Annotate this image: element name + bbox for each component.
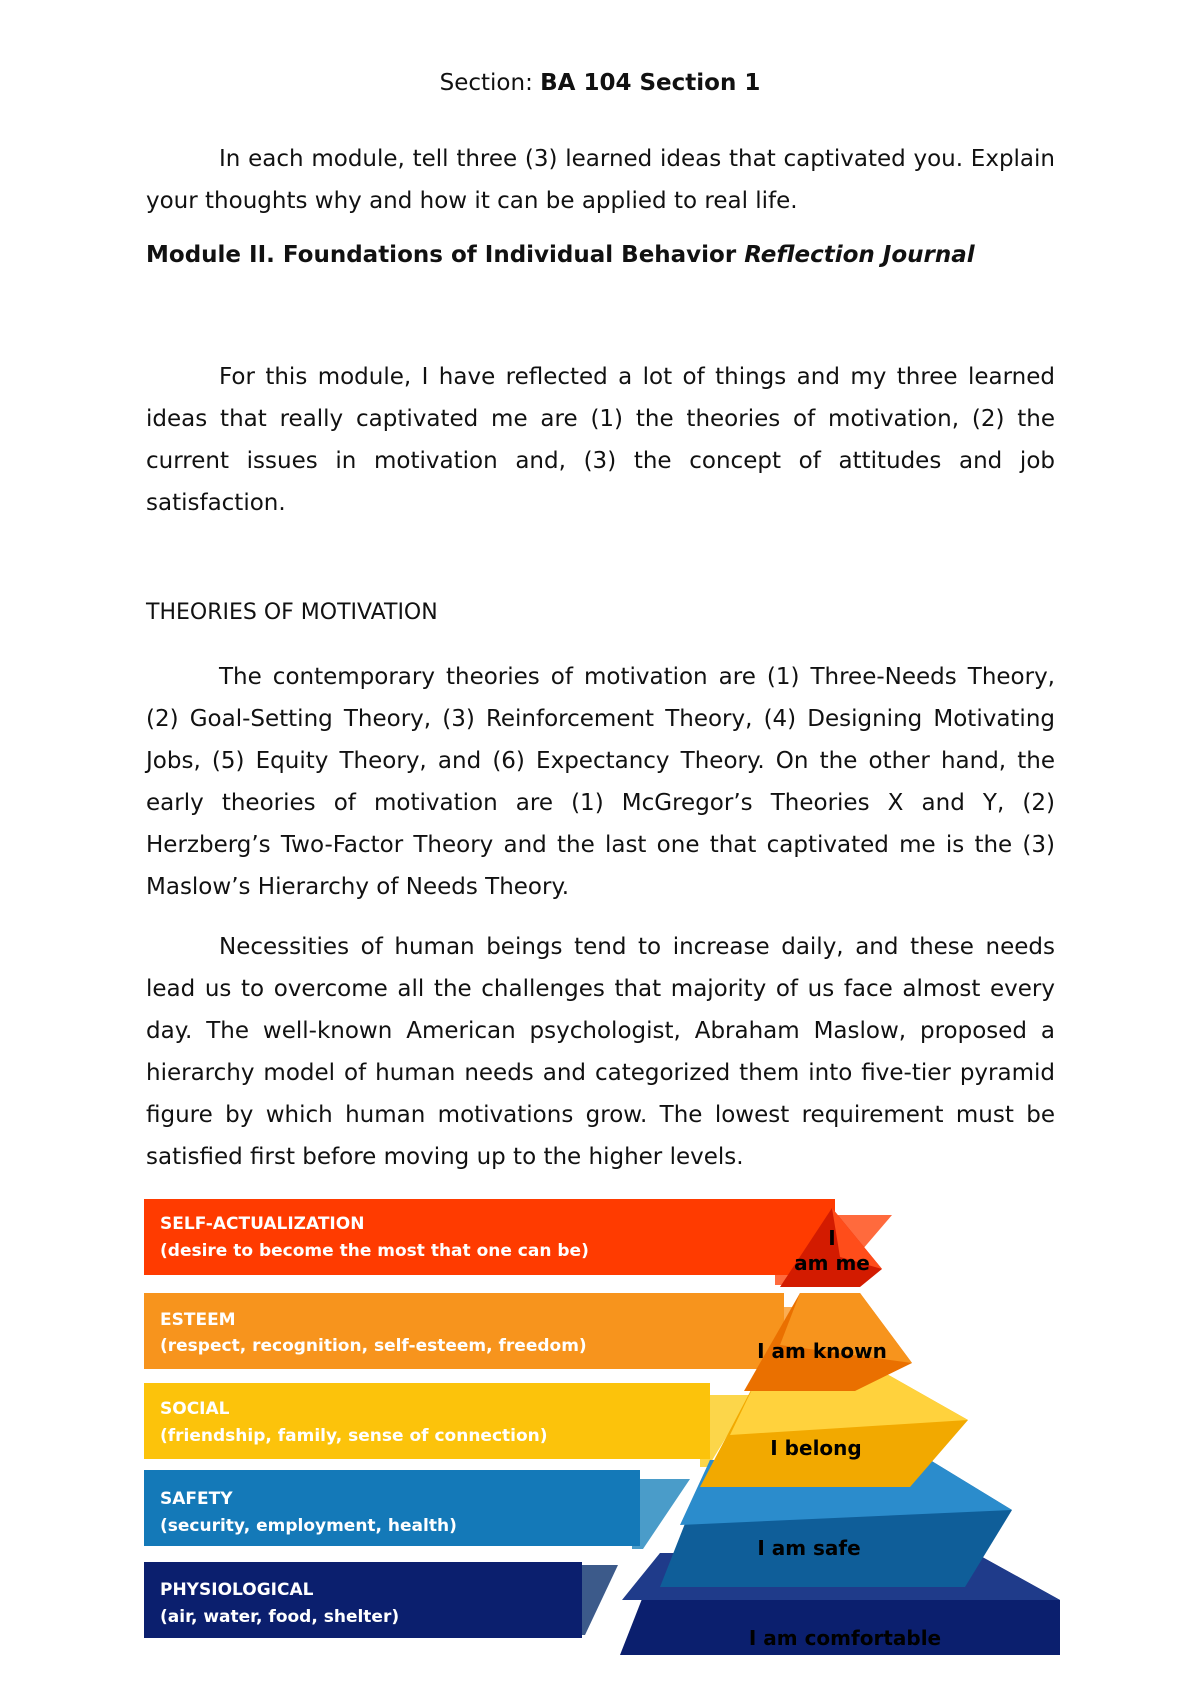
module-subtitle: Reflection Journal — [744, 242, 975, 268]
section-line — [0, 70, 1200, 96]
section-value: BA 104 Section 1 — [540, 70, 761, 96]
label-esteem-desc: (respect, recognition, self-esteem, freedom) — [160, 1336, 587, 1356]
label-physiological-desc: (air, water, food, shelter) — [160, 1607, 400, 1627]
tier-tag-social: I belong — [770, 1436, 862, 1460]
label-social — [144, 1383, 752, 1467]
tier-tag-physiological: I am comfortable — [748, 1626, 942, 1650]
section-label: Section: — [439, 70, 533, 96]
tier-tag-safety: I am safe — [757, 1536, 861, 1560]
label-safety-desc: (security, employment, health) — [160, 1516, 457, 1536]
label-social-name: SOCIAL — [160, 1399, 230, 1419]
module-title-text: Module II. Foundations of Individual Behavior — [146, 242, 737, 268]
label-physiological-name: PHYSIOLOGICAL — [160, 1580, 314, 1600]
intro-paragraph: For this module, I have reflected a lot of things and my three learned ideas that really captivated me are (1) the theories of motivation, (2) the current issues in motivation and, (3) the concept of attitudes and job satisfaction. — [146, 364, 1055, 516]
theories-paragraph: The contemporary theories of motivation are (1) Three-Needs Theory, (2) Goal-Setting Theory, (3) Reinforcement Theory, (4) Designing Motivating Jobs, (5) Equity Theory, and (6) Expectancy Theory. On the other hand, the early theories of motivation are (1) McGregor’s Theories X and Y, (2) Herzberg’s Two-Factor Theory and the last one that captivated me is the (3) Maslow’s Hierarchy of Needs Theory. — [146, 664, 1055, 900]
label-self-actualization-desc: (desire to become the most that one can be) — [160, 1241, 589, 1261]
label-esteem — [144, 1293, 823, 1381]
module-title — [146, 242, 975, 268]
label-safety-name: SAFETY — [160, 1489, 233, 1509]
label-social-desc: (friendship, family, sense of connection) — [160, 1426, 548, 1446]
maslow-pyramid-svg — [140, 1195, 1060, 1655]
label-safety — [144, 1470, 690, 1549]
label-self-actualization — [144, 1199, 892, 1285]
instructions-paragraph: In each module, tell three (3) learned ideas that captivated you. Explain your thoughts why and how it can be applied to real life. — [146, 146, 1055, 214]
label-self-actualization-name: SELF-ACTUALIZATION — [160, 1214, 365, 1234]
section-heading: THEORIES OF MOTIVATION — [146, 600, 438, 625]
maslow-paragraph: Necessities of human beings tend to increase daily, and these needs lead us to overcome all the challenges that majority of us face almost every day. The well-known American psychologist, Abraham Maslow, proposed a hierarchy model of human needs and categorized them into five-tier pyramid figure by which human motivations grow. The lowest requirement must be satisfied first before moving up to the higher levels. — [146, 934, 1055, 1170]
tier-tag-esteem: I am known — [757, 1339, 887, 1363]
maslow-pyramid-figure — [140, 1195, 1060, 1655]
label-physiological — [144, 1562, 618, 1638]
tier-tag-self-actualization-line2: am me — [794, 1251, 870, 1275]
label-esteem-name: ESTEEM — [160, 1310, 236, 1330]
tier-tag-self-actualization-line1: I — [828, 1226, 836, 1250]
